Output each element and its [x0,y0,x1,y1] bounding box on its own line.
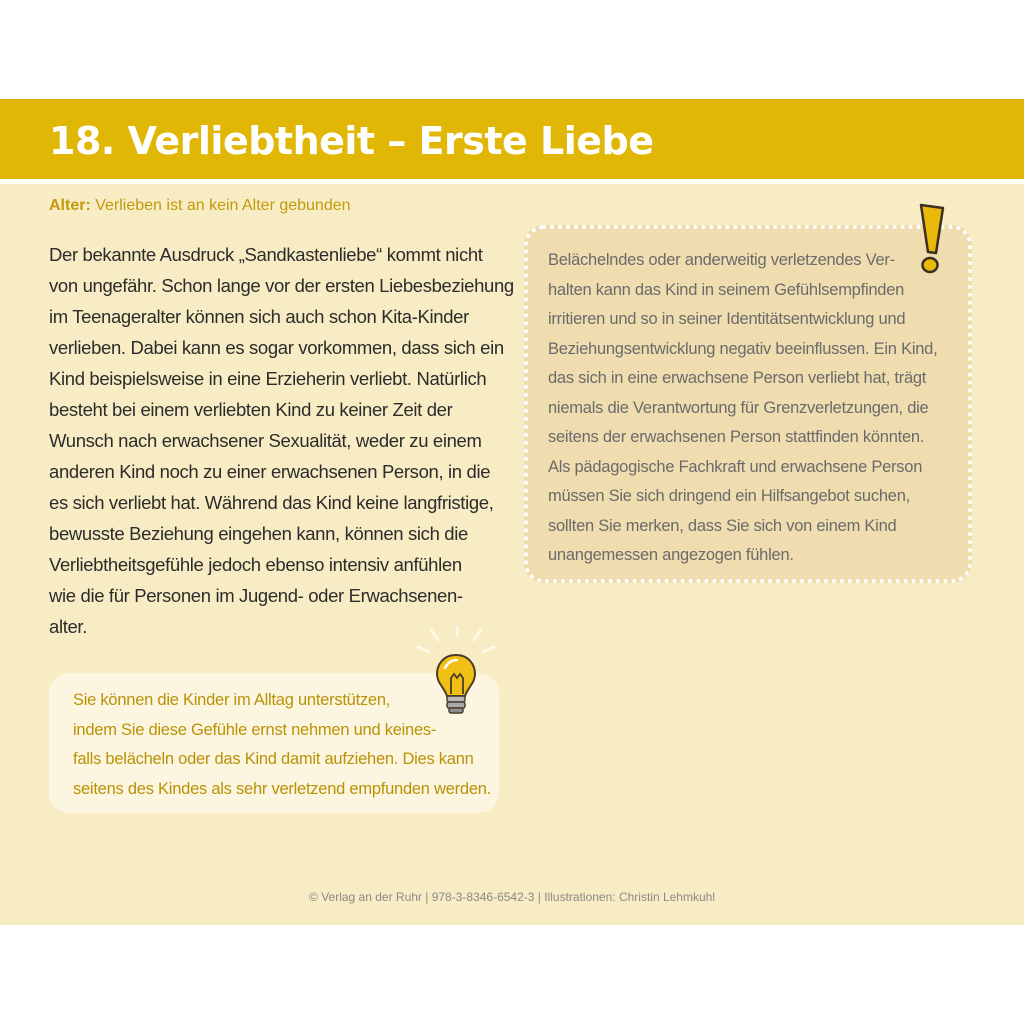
warning-text-line: seitens der erwachsenen Person stattfinden könnten. [548,428,925,446]
main-text-line: anderen Kind noch zu einer erwachsenen Person, in die [49,461,491,482]
warning-text-line: Als pädagogische Fachkraft und erwachsene Person [548,457,923,476]
tip-text-line: falls belächeln oder das Kind damit aufziehen. Dies kann [73,750,474,768]
main-text-line: besteht bei einem verliebten Kind zu keiner Zeit der [49,399,453,420]
warning-text-line: das sich in eine erwachsene Person verliebt hat, trägt [548,369,927,387]
main-text-line: im Teenageralter können sich auch schon Kita-Kinder [49,306,469,327]
warning-text-line: müssen Sie sich dringend ein Hilfsangebot suchen, [548,487,910,505]
footer-credits: © Verlag an der Ruhr | 978-3-8346-6542-3 | Illustrationen: Christin Lehmkuhl [309,890,715,904]
main-text-line: alter. [49,616,88,637]
main-text-line: Kind beispielsweise in eine Erzieherin verliebt. Natürlich [49,368,487,389]
warning-box [524,225,972,583]
tip-text-line: Sie können die Kinder im Alltag unterstützen, [73,691,391,709]
warning-text-line: niemals die Verantwortung für Grenzverletzungen, die [548,398,929,417]
lightbulb-icon [416,626,498,726]
exclamation-icon [908,201,954,281]
warning-text-line: Belächelndes oder anderweitig verletzendes Ver- [548,251,895,269]
card [0,99,1024,925]
header-divider [0,179,1024,184]
warning-text-line: halten kann das Kind in seinem Gefühlsempfinden [548,280,905,299]
age-line [49,197,351,215]
main-paragraph [49,239,514,642]
warning-text-line: sollten Sie merken, dass Sie sich von einem Kind [548,516,897,535]
age-value: Verlieben ist an kein Alter gebunden [90,197,351,214]
warning-text [548,246,937,571]
tip-text-line: seitens des Kindes als sehr verletzend empfunden werden. [73,779,492,798]
age-label: Alter: [49,197,91,214]
warning-text-line: unangemessen angezogen fühlen. [548,546,794,564]
main-text-line: Wunsch nach erwachsener Sexualität, weder zu einem [49,430,482,451]
main-text-line: bewusste Beziehung eingehen kann, können sich die [49,523,468,544]
warning-text-line: irritieren und so in seiner Identitätsentwicklung und [548,310,906,328]
main-text-line: von ungefähr. Schon lange vor der ersten Liebesbeziehung [49,275,514,296]
main-text-line: Der bekannte Ausdruck „Sandkastenliebe“ kommt nicht [49,244,483,265]
main-text-line: wie die für Personen im Jugend- oder Erwachsenen- [49,585,463,606]
warning-text-line: Beziehungsentwicklung negativ beeinflussen. Ein Kind, [548,339,938,358]
main-text-line: Verliebtheitsgefühle jedoch ebenso intensiv anfühlen [49,554,462,575]
header-bar [0,99,1024,179]
page-title: 18. Verliebtheit – Erste Liebe [49,119,654,163]
main-text-line: es sich verliebt hat. Während das Kind keine langfristige, [49,492,494,513]
tip-text-line: indem Sie diese Gefühle ernst nehmen und keines- [73,720,437,739]
main-text-line: verlieben. Dabei kann es sogar vorkommen, dass sich ein [49,337,504,358]
